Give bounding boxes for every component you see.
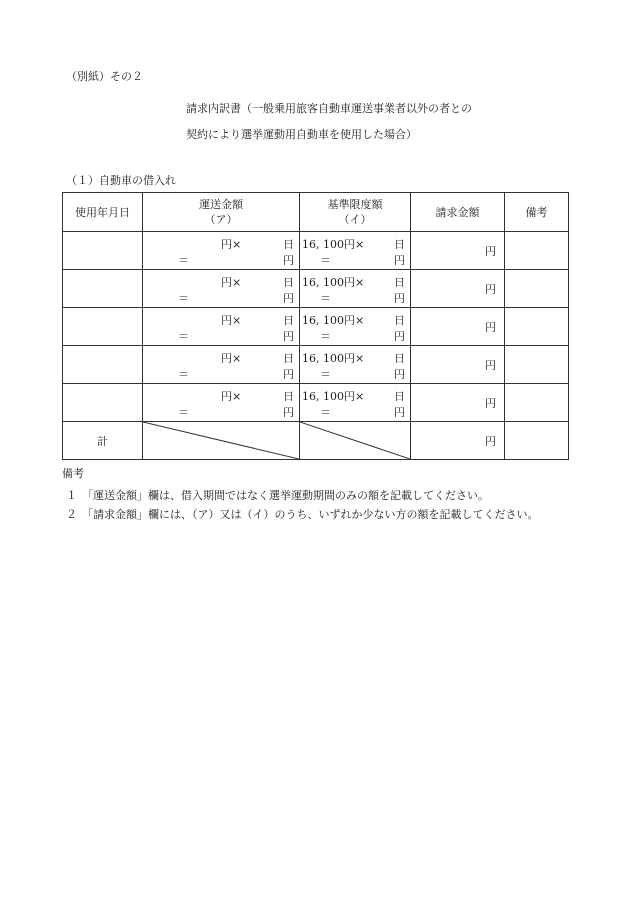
header-standard-limit-marker: （イ） (338, 213, 372, 226)
transport-amount-cell[interactable] (143, 270, 300, 308)
equals-label: ＝ (178, 254, 189, 267)
day-label: 日 (394, 276, 405, 289)
equals-label: ＝ (320, 330, 331, 343)
transport-amount-cell[interactable] (143, 384, 300, 422)
claim-total-cell[interactable]: 円 (411, 422, 505, 460)
table-header-row (63, 193, 569, 232)
claim-amount-cell[interactable]: 円 (411, 308, 505, 346)
header-standard-limit (300, 193, 411, 232)
transport-amount-cell[interactable] (143, 346, 300, 384)
limit-amount-label: 16, 100円× (302, 314, 365, 327)
table-row (63, 232, 569, 270)
day-label: 日 (283, 276, 294, 289)
equals-label: ＝ (320, 254, 331, 267)
yen-times-label: 円× (221, 352, 242, 365)
yen-times-label: 円× (221, 238, 242, 251)
standard-limit-cell[interactable] (300, 384, 411, 422)
yen-times-label: 円× (221, 276, 242, 289)
day-label: 日 (394, 352, 405, 365)
standard-limit-cell[interactable] (300, 308, 411, 346)
header-standard-limit-label: 基準限度額 (327, 198, 383, 211)
header-transport-amount-label: 運送金額 (199, 198, 243, 211)
limit-amount-label: 16, 100円× (302, 352, 365, 365)
document-label: （別紙）その２ (66, 70, 143, 83)
diagonal-line (143, 422, 299, 459)
transport-amount-cell[interactable] (143, 308, 300, 346)
equals-label: ＝ (320, 406, 331, 419)
vehicle-rental-table (62, 192, 569, 460)
yen-label: 円 (283, 330, 294, 343)
limit-amount-label: 16, 100円× (302, 276, 365, 289)
standard-limit-cell[interactable] (300, 232, 411, 270)
yen-label: 円 (283, 406, 294, 419)
yen-label: 円 (283, 292, 294, 305)
usage-date-cell[interactable] (63, 384, 143, 422)
table-total-row (63, 422, 569, 460)
diagonal-line (300, 422, 410, 459)
total-label: 計 (63, 422, 143, 460)
note-number: １ (66, 489, 77, 502)
yen-label: 円 (394, 330, 405, 343)
usage-date-cell[interactable] (63, 308, 143, 346)
day-label: 日 (283, 352, 294, 365)
table-row (63, 270, 569, 308)
note-item-2 (62, 506, 572, 524)
document-title-line-1: 請求内訳書（一般乗用旅客自動車運送事業者以外の者との (186, 102, 472, 115)
claim-amount-cell[interactable]: 円 (411, 232, 505, 270)
notes-heading: 備考 (62, 467, 84, 480)
transport-total-slashed-cell (143, 422, 300, 460)
table-row (63, 346, 569, 384)
yen-times-label: 円× (221, 390, 242, 403)
yen-label: 円 (283, 254, 294, 267)
header-transport-amount-marker: （ア） (204, 213, 238, 226)
yen-label: 円 (394, 368, 405, 381)
equals-label: ＝ (178, 406, 189, 419)
notes-list (62, 487, 572, 524)
remarks-cell[interactable] (505, 346, 569, 384)
day-label: 日 (283, 390, 294, 403)
remarks-total-cell[interactable] (505, 422, 569, 460)
remarks-cell[interactable] (505, 308, 569, 346)
yen-label: 円 (283, 368, 294, 381)
table-row (63, 384, 569, 422)
remarks-cell[interactable] (505, 270, 569, 308)
claim-amount-cell[interactable]: 円 (411, 270, 505, 308)
standard-limit-cell[interactable] (300, 346, 411, 384)
limit-amount-label: 16, 100円× (302, 390, 365, 403)
notes-section (62, 465, 572, 525)
note-text: 「請求金額」欄には、（ア）又は（イ）のうち、いずれか少ない方の額を記載してください。 (82, 508, 539, 521)
remarks-cell[interactable] (505, 232, 569, 270)
equals-label: ＝ (178, 292, 189, 305)
usage-date-cell[interactable] (63, 346, 143, 384)
note-item-1 (62, 487, 572, 505)
standard-limit-cell[interactable] (300, 270, 411, 308)
header-usage-date: 使用年月日 (63, 193, 143, 232)
document-title (186, 96, 472, 148)
yen-label: 円 (394, 254, 405, 267)
equals-label: ＝ (320, 368, 331, 381)
header-remarks: 備考 (505, 193, 569, 232)
note-number: ２ (66, 508, 77, 521)
usage-date-cell[interactable] (63, 270, 143, 308)
yen-times-label: 円× (221, 314, 242, 327)
remarks-cell[interactable] (505, 384, 569, 422)
equals-label: ＝ (178, 368, 189, 381)
section-title: （１）自動車の借入れ (66, 174, 176, 187)
day-label: 日 (394, 238, 405, 251)
yen-label: 円 (394, 406, 405, 419)
day-label: 日 (394, 314, 405, 327)
header-transport-amount (143, 193, 300, 232)
equals-label: ＝ (320, 292, 331, 305)
claim-amount-cell[interactable]: 円 (411, 346, 505, 384)
note-text: 「運送金額」欄は、借入期間ではなく選挙運動期間のみの額を記載してください。 (82, 489, 489, 502)
day-label: 日 (394, 390, 405, 403)
header-claim-amount: 請求金額 (411, 193, 505, 232)
table-row (63, 308, 569, 346)
day-label: 日 (283, 238, 294, 251)
document-title-line-2: 契約により選挙運動用自動車を使用した場合） (186, 128, 417, 141)
yen-label: 円 (394, 292, 405, 305)
transport-amount-cell[interactable] (143, 232, 300, 270)
limit-total-slashed-cell (300, 422, 411, 460)
usage-date-cell[interactable] (63, 232, 143, 270)
limit-amount-label: 16, 100円× (302, 238, 365, 251)
claim-amount-cell[interactable]: 円 (411, 384, 505, 422)
equals-label: ＝ (178, 330, 189, 343)
day-label: 日 (283, 314, 294, 327)
